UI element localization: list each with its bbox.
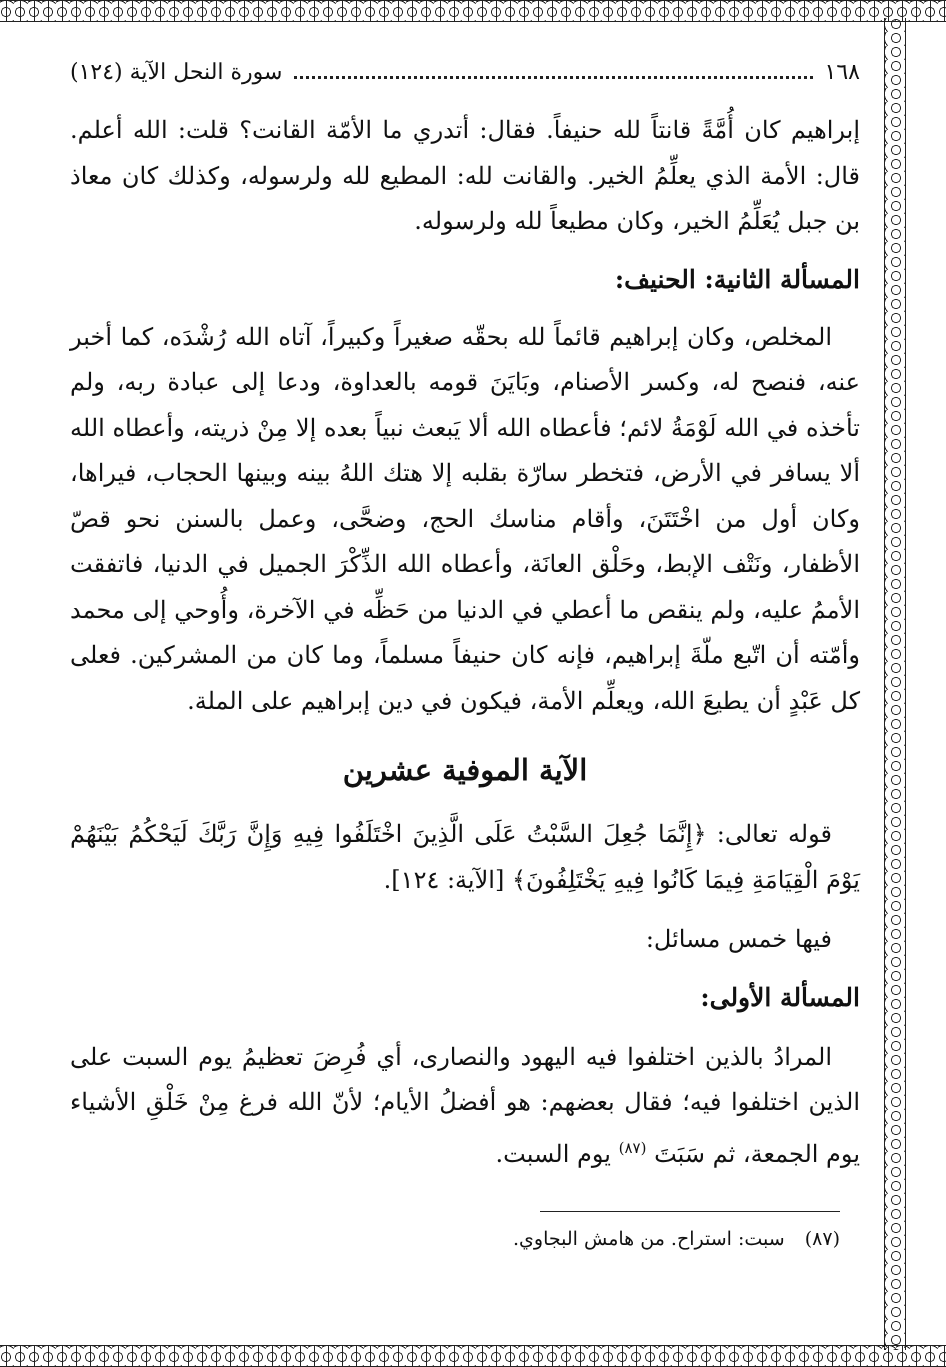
top-border-ornament [0,0,946,22]
section-heading-first: المسألة الأولى: [700,982,860,1012]
right-border-ornament [884,18,906,1350]
verse-title: الآية الموفية عشرين [342,753,588,787]
page-number: ١٦٨ [824,60,860,85]
running-title: سورة النحل الآية (١٢٤) [70,60,283,85]
footnote-number: (٨٧) [804,1228,840,1250]
footnote-reference: (٨٧) [618,1138,647,1157]
paragraph-continuation: إبراهيم كان أُمَّةً قانتاً لله حنيفاً. فقال: أتدري ما الأمّة القانت؟ قلت: الله أعلم. قال: الأمة الذي يعلِّمُ الخير. والقانت لله: المطيع لله ولرسوله، وكذلك كان معاذ بن جبل يُعَلِّمُ الخير، وكان مطيعاً لله ولرسوله. [70,116,860,235]
first-issue-text-end: يوم السبت. [495,1139,611,1168]
page-body [70,60,860,1254]
running-header [70,60,860,100]
section-heading-second: المسألة الثانية: الحنيف: [614,264,860,294]
issues-intro: فيها خمس مسائل: [645,925,832,953]
paragraph-first-issue [70,1035,860,1178]
footnote-text: سبت: استراح. من هامش البجاوي. [513,1228,785,1250]
footnote [70,1224,840,1254]
bottom-border-ornament [0,1345,946,1367]
footnote-divider [540,1211,840,1212]
verse-paragraph: قوله تعالى: ﴿إِنَّمَا جُعِلَ السَّبْتُ عَلَى الَّذِينَ اخْتَلَفُوا فِيهِ وَإِنَّ رَبَّكَ لَيَحْكُمُ بَيْنَهُمْ يَوْمَ الْقِيَامَةِ فِيمَا كَانُوا فِيهِ يَخْتَلِفُونَ﴾ [الآية: ١٢٤]. [70,820,860,894]
paragraph-hanif: المخلص، وكان إبراهيم قائماً لله بحقّه صغيراً وكبيراً، آتاه الله رُشْدَه، كما أخبر عنه، فنصح له، وكسر الأصنام، وبَايَنَ قومه بالعداوة، ودعا إلى عبادة ربه، ولم تأخذه في الله لَوْمَةُ لائم؛ فأعطاه الله ألا يَبعث نبياً بعده إلا مِنْ ذريته، وأعطاه الله ألا يسافر في الأرض، فتخطر سارّة بقلبه إلا هتك اللهُ بينه وبينها الحجاب، فيراها، وكان أول من اخْتَتَنَ، وأقام مناسك الحج، وضحَّى، وعمل بالسنن نحو قصّ الأظفار، ونَتْف الإبط، وحَلْق العانَة، وأعطاه الله الذِّكْرَ الجميل في الدنيا، فاتفقت الأممُ عليه، ولم ينقص ما أعطي في الدنيا من حَظِّه في الآخرة، وأُوحي إلى محمد وأمّته أن اتّبع ملّةَ إبراهيم، فإنه كان حنيفاً مسلماً، وما كان من المشركين. فعلى كل عَبْدٍ أن يطيعَ الله، ويعلِّم الأمة، فيكون في دين إبراهيم على الملة. [70,322,860,715]
first-issue-text: المرادُ بالذين اختلفوا فيه اليهود والنصارى، أي فُرِضَ تعظيمُ يوم السبت على الذين اختلفوا فيه؛ فقال بعضهم: هو أفضلُ الأيام؛ لأنّ الله فرغ مِنْ خَلْقِ الأشياء يوم الجمعة، ثم سَبَتَ [70,1042,860,1168]
header-dot-leader [294,62,812,79]
